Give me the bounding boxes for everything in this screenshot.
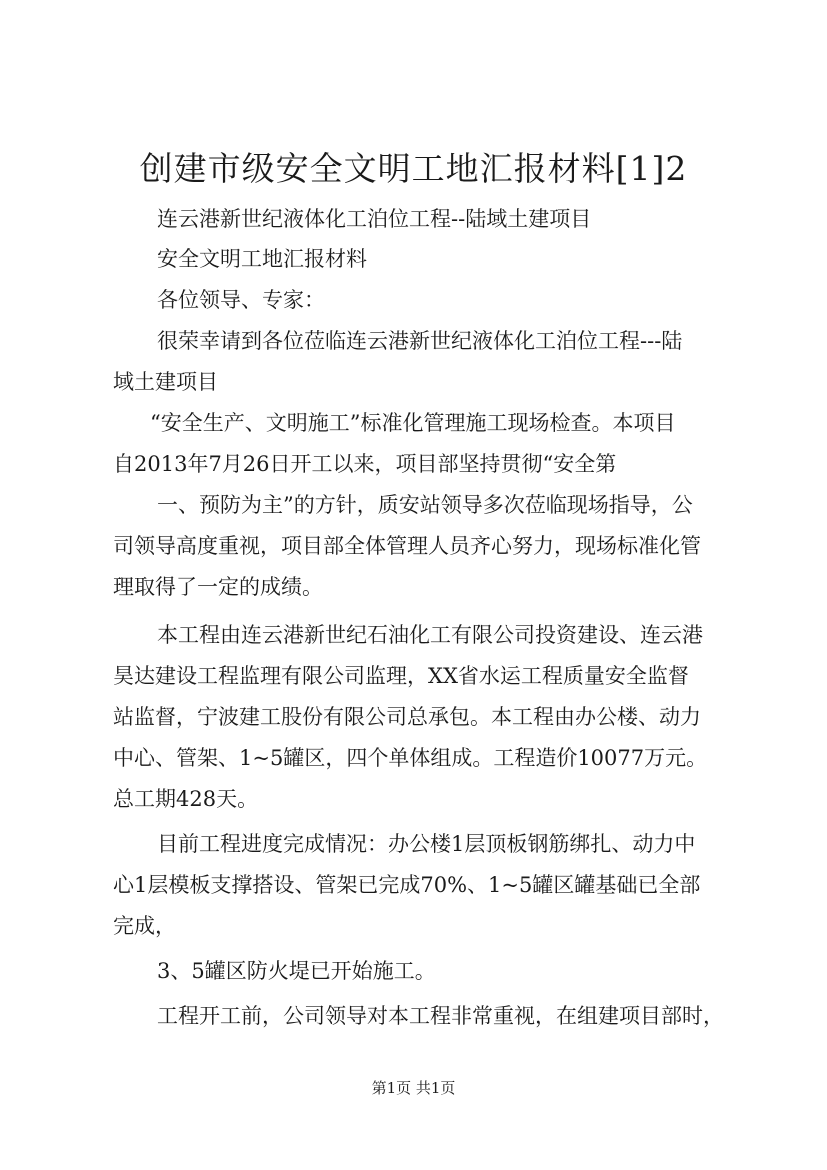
- text-line: 一、预防为主”的方针，质安站领导多次莅临现场指导，公: [157, 493, 693, 517]
- text-line: 司领导高度重视，项目部全体管理人员齐心努力，现场标准化管: [113, 534, 701, 558]
- text-line: “安全生产、文明施工”标准化管理施工现场检查。本项目: [150, 411, 676, 435]
- text-line: 域土建项目: [113, 370, 218, 394]
- text-line: 完成，: [113, 914, 176, 938]
- document-title: 创建市级安全文明工地汇报材料[1]2: [139, 149, 688, 188]
- text-line: 理取得了一定的成绩。: [113, 575, 323, 599]
- text-line: 心1层模板支撑搭设、管架已完成70%、1~5罐区罐基础已全部: [113, 873, 701, 897]
- text-line: 站监督，宁波建工股份有限公司总承包。本工程由办公楼、动力: [113, 705, 701, 729]
- text-line: 本工程由连云港新世纪石油化工有限公司投资建设、连云港: [157, 623, 703, 647]
- text-line: 很荣幸请到各位莅临连云港新世纪液体化工泊位工程---陆: [157, 329, 683, 353]
- text-line: 总工期428天。: [113, 787, 259, 811]
- text-line: 各位领导、专家：: [157, 288, 325, 312]
- text-line: 昊达建设工程监理有限公司监理，XX省水运工程质量安全监督: [113, 664, 689, 688]
- text-line: 3、5罐区防火堤已开始施工。: [157, 959, 436, 983]
- page-footer: 第1页 共1页: [371, 1079, 456, 1097]
- text-line: 连云港新世纪液体化工泊位工程--陆域土建项目: [157, 207, 592, 231]
- text-line: 目前工程进度完成情况：办公楼1层顶板钢筋绑扎、动力中: [157, 832, 696, 856]
- text-line: 自2013年7月26日开工以来，项目部坚持贯彻“安全第: [113, 452, 617, 476]
- text-line: 中心、管架、1~5罐区，四个单体组成。工程造价10077万元。: [113, 746, 708, 770]
- text-line: 安全文明工地汇报材料: [157, 247, 367, 271]
- text-line: 工程开工前，公司领导对本工程非常重视，在组建项目部时，: [157, 1004, 724, 1028]
